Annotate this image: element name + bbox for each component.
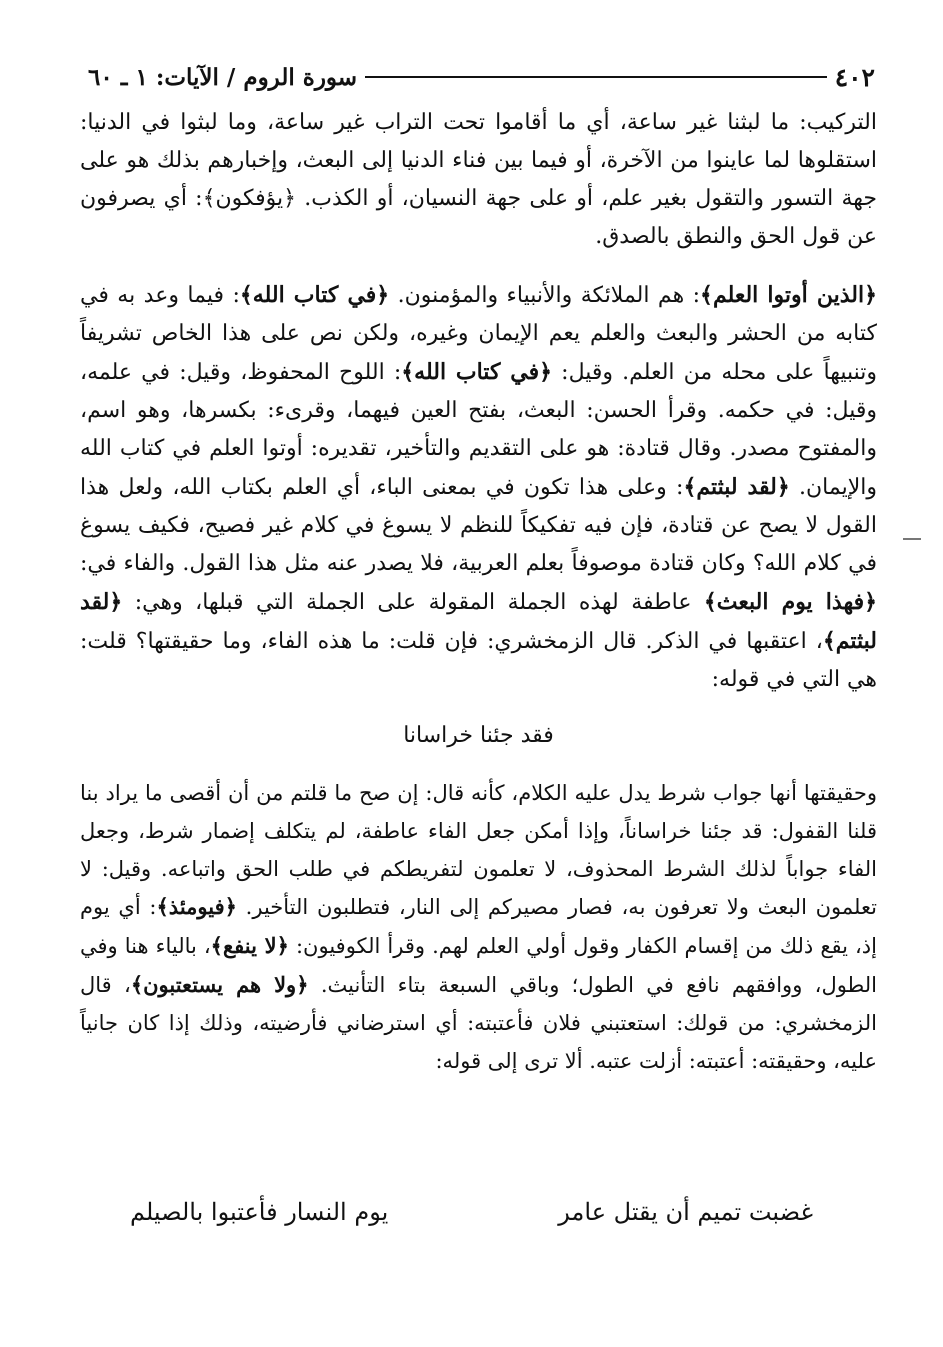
main-text (80, 104, 877, 1080)
paragraph-1: التركيب: ما لبثنا غير ساعة، أي ما أقاموا تحت التراب غير ساعة، وما لبثوا في الدنيا: استقلوها لما عاينوا من الآخرة، أو فيما بين فناء الدنيا إلى البعث، وإخبارهم بذلك هو على جهة التسور والتقول بغير علم، أو على جهة النسيان، أو الكذب. ﴿يؤفكون﴾: أي يصرفون عن قول الحق والنطق بالصدق. (80, 110, 877, 249)
quran-ref: ﴿لا ينفع﴾ (210, 933, 289, 959)
quran-ref: ﴿ولا هم يستعتبون﴾ (130, 971, 309, 997)
running-header (88, 58, 875, 96)
text-run: عاطفة لهذه الجملة المقولة على الجملة التي قبلها، وهي: (122, 590, 704, 615)
text-run: ، اعتقبها في الذكر. قال الزمخشري: فإن قلت: ما هذه الفاء، وما حقيقتها؟ قلت: هي التي في قوله: (80, 629, 877, 692)
quoted-line: فقد جئنا خراسانا (403, 723, 554, 748)
quran-ref: ﴿الذين أوتوا العلم﴾ (700, 282, 877, 308)
quran-ref: ﴿فهذا يوم البعث﴾ (703, 589, 877, 615)
poetry-verse (130, 1198, 813, 1226)
paragraph-3 (80, 775, 877, 1080)
text-run: ، بالياء هنا وفي الطول، ووافقهم نافع في الطول؛ وباقي السبعة بتاء التأنيث. (80, 934, 878, 997)
paragraph-2 (80, 276, 877, 699)
quran-ref: ﴿لقد لبثتم﴾ (683, 474, 790, 500)
page-number: ٤٠٢ (834, 62, 875, 92)
text-run: : فيما وعد به في كتابه من الحشر والبعث والعلم يعم الإيمان وغيره، ولكن نص على هذا الخاص تشريفاً وتنبيهاً على محله من العلم. وقيل: (80, 283, 878, 385)
quran-ref: ﴿في كتاب الله﴾ (401, 359, 552, 385)
text-run: : اللوح المحفوظ، وقيل: في علمه، وقيل: في حكمه. وقرأ الحسن: البعث، بفتح العين فيهما، وقرىء: بكسرها، وهو اسم، والمفتوح مصدر. وقال قتادة: هو على التقديم والتأخير، تقديره: أوتوا العلم في كتاب الله والإيمان. (80, 360, 877, 500)
text-run: : هم الملائكة والأنبياء والمؤمنون. (389, 283, 701, 308)
verse-second-hemistich: يوم النسار فأعتبوا بالصيلم (130, 1198, 389, 1226)
text-run: ، قال الزمخشري: من قولك: استعتبني فلان فأعتبته: أي استرضاني فأرضيته، وذلك إذا كان جانياً عليه، وحقيقته: أعتبته: أزلت عتبه. ألا ترى إلى قوله: (80, 972, 877, 1073)
quran-ref: ﴿في كتاب الله﴾ (239, 282, 390, 308)
verse-first-hemistich: غضبت تميم أن يقتل عامر (558, 1198, 813, 1226)
quran-ref: ﴿لقد لبثتم﴾ (80, 589, 878, 654)
margin-mark (903, 538, 921, 540)
text-run: : أي يوم إذ، يقع ذلك من إقسام الكفار وقول أولي العلم لهم. وقرأ الكوفيون: (80, 895, 877, 959)
header-rule (365, 76, 827, 78)
text-run: وحقيقتها أنها جواب شرط يدل عليه الكلام، كأنه قال: إن صح ما قلتم من أن أقصى ما يراد بنا قلنا القفول: قد جئنا خراساناً، وإذا أمكن جعل الفاء عاطفة، لم يتكلف إضمار شرط، وجعل الفاء جواباً لذلك الشرط المحذوف، لا تعلمون لتفريطكم في طلب الحق واتباعه. وقيل: لا تعلمون البعث ولا تعرفون به، فصار مصيركم إلى النار، فتطلبون التأخير. (80, 781, 877, 920)
sura-title: سورة الروم / الآيات: ١ ـ ٦٠ (88, 63, 358, 91)
text-run: : وعلى هذا تكون في بمعنى الباء، أي العلم بكتاب الله، ولعل هذا القول لا يصح عن قتادة، فإن فيه تفكيكاً للنظم لا يسوغ في كلام غير فصيح، فكيف يسوغ في كلام الله؟ وكان قتادة موصوفاً بعلم العربية، فلا يصدر عنه مثل هذا القول. والفاء في: (80, 475, 877, 576)
quran-ref: ﴿فيومئذ﴾ (156, 894, 237, 920)
